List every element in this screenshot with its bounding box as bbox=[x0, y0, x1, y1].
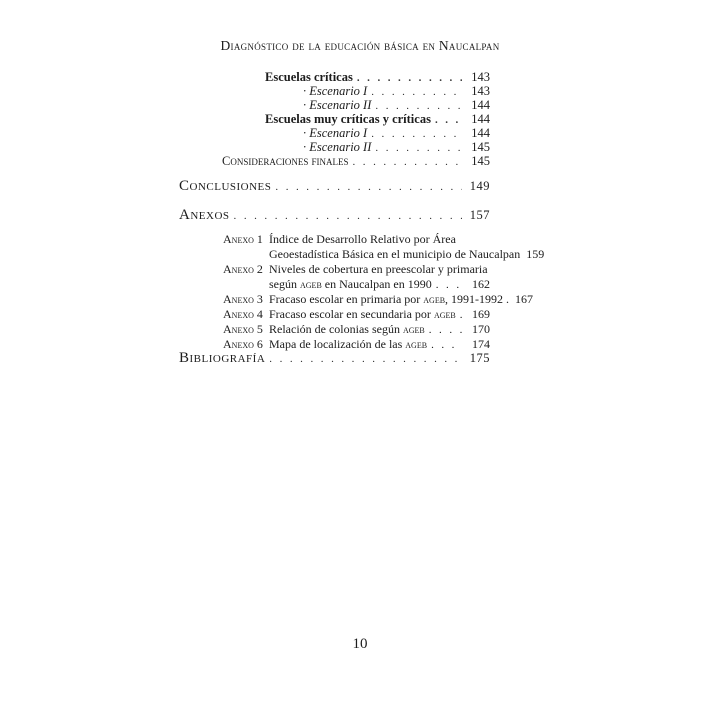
annex-entry[interactable] bbox=[223, 307, 490, 322]
toc-entry-page: 144 bbox=[471, 126, 490, 140]
toc-chapter-page: 149 bbox=[469, 179, 490, 193]
annex-page: 167 bbox=[515, 292, 534, 306]
toc-chapter[interactable] bbox=[179, 178, 490, 195]
annex-number: Anexo 3 bbox=[223, 292, 263, 306]
toc-entry-label: · Escenario II bbox=[303, 98, 372, 112]
annex-title bbox=[269, 307, 456, 322]
toc-entry-page: 143 bbox=[471, 84, 490, 98]
leader-dots bbox=[375, 142, 462, 154]
toc-chapter[interactable] bbox=[179, 207, 490, 224]
annex-page: 174 bbox=[472, 337, 490, 351]
toc-entry-label: Consideraciones finales bbox=[222, 154, 349, 168]
annex-title bbox=[269, 322, 425, 337]
annex-entry[interactable] bbox=[223, 322, 490, 337]
annex-page: 162 bbox=[472, 277, 490, 291]
annex-text: , 1991-1992 . bbox=[445, 292, 510, 306]
leader-dots bbox=[234, 210, 462, 222]
annex-title-continuation bbox=[223, 277, 432, 292]
annex-entry-continuation[interactable] bbox=[223, 277, 490, 292]
leader-dots bbox=[371, 128, 462, 140]
toc-entry-label: Escuelas críticas bbox=[265, 70, 353, 84]
leader-dots bbox=[371, 86, 462, 98]
annex-text: Relación de colonias según bbox=[269, 322, 403, 336]
toc-entry[interactable] bbox=[265, 70, 490, 85]
toc-entry[interactable] bbox=[303, 126, 490, 141]
leader-dots bbox=[435, 114, 462, 126]
leader-dots bbox=[429, 324, 462, 336]
annex-title bbox=[269, 292, 509, 307]
toc-chapter-label: Anexos bbox=[179, 207, 230, 223]
toc-entry[interactable] bbox=[222, 154, 490, 169]
annex-text: según bbox=[269, 277, 300, 291]
toc-entry-label: · Escenario I bbox=[303, 126, 368, 140]
annex-entry[interactable] bbox=[223, 292, 534, 307]
page-number: 10 bbox=[352, 636, 368, 652]
toc-entry-page: 143 bbox=[471, 70, 490, 84]
annex-page: 169 bbox=[472, 307, 490, 321]
toc-entry[interactable] bbox=[303, 140, 490, 155]
toc-entry-label: Escuelas muy críticas y críticas bbox=[265, 112, 431, 126]
toc-chapter-page: 157 bbox=[469, 208, 490, 222]
toc-entry[interactable] bbox=[303, 98, 490, 113]
annex-title-continuation: Geoestadística Básica en el municipio de Naucalpan bbox=[269, 247, 521, 261]
annex-number: Anexo 2 bbox=[223, 262, 263, 276]
toc-entry-page: 144 bbox=[471, 112, 490, 126]
toc-chapter-page: 175 bbox=[469, 351, 490, 365]
annex-number: Anexo 1 bbox=[223, 232, 263, 246]
toc-entry-page: 145 bbox=[471, 154, 490, 168]
annex-entry-continuation[interactable] bbox=[223, 247, 545, 262]
annex-ageb: ageb bbox=[423, 294, 446, 306]
annex-ageb: ageb bbox=[405, 339, 428, 351]
annex-title: Índice de Desarrollo Relativo por Área bbox=[269, 232, 456, 246]
annex-entry[interactable] bbox=[223, 232, 490, 247]
leader-dots bbox=[375, 100, 462, 112]
annex-text: Fracaso escolar en primaria por bbox=[269, 292, 424, 306]
annex-title: Niveles de cobertura en preescolar y primaria bbox=[269, 262, 488, 276]
toc-entry-label: · Escenario I bbox=[303, 84, 368, 98]
toc-chapter-label: Bibliografía bbox=[179, 350, 266, 366]
annex-number: Anexo 4 bbox=[223, 307, 263, 321]
toc-chapter-label: Conclusiones bbox=[179, 178, 272, 194]
toc-entry-label: · Escenario II bbox=[303, 140, 372, 154]
leader-dots bbox=[357, 72, 462, 84]
toc-entry[interactable] bbox=[303, 84, 490, 99]
leader-dots bbox=[269, 353, 462, 365]
annex-ageb: ageb bbox=[300, 279, 322, 291]
annex-ageb: ageb bbox=[433, 309, 456, 321]
running-head: Diagnóstico de la educación básica en Naucalpan bbox=[220, 38, 500, 53]
annex-number: Anexo 6 bbox=[223, 337, 263, 351]
toc-entry[interactable] bbox=[265, 112, 490, 127]
annex-page: 170 bbox=[472, 322, 490, 336]
annex-text: Mapa de localización de las bbox=[269, 337, 406, 351]
annex-number: Anexo 5 bbox=[223, 322, 263, 336]
leader-dots bbox=[460, 309, 462, 321]
leader-dots bbox=[352, 156, 462, 168]
leader-dots bbox=[436, 279, 462, 291]
annex-entry[interactable] bbox=[223, 262, 490, 277]
annex-ageb: ageb bbox=[402, 324, 425, 336]
toc-entry-page: 144 bbox=[471, 98, 490, 112]
annex-list bbox=[223, 232, 545, 352]
toc-chapter[interactable] bbox=[179, 350, 490, 367]
annex-text: en Naucalpan en 1990 bbox=[321, 277, 432, 291]
leader-dots bbox=[275, 181, 462, 193]
annex-page: 159 bbox=[526, 247, 545, 261]
toc-entry-page: 145 bbox=[471, 140, 490, 154]
annex-text: Fracaso escolar en secundaria por bbox=[269, 307, 434, 321]
